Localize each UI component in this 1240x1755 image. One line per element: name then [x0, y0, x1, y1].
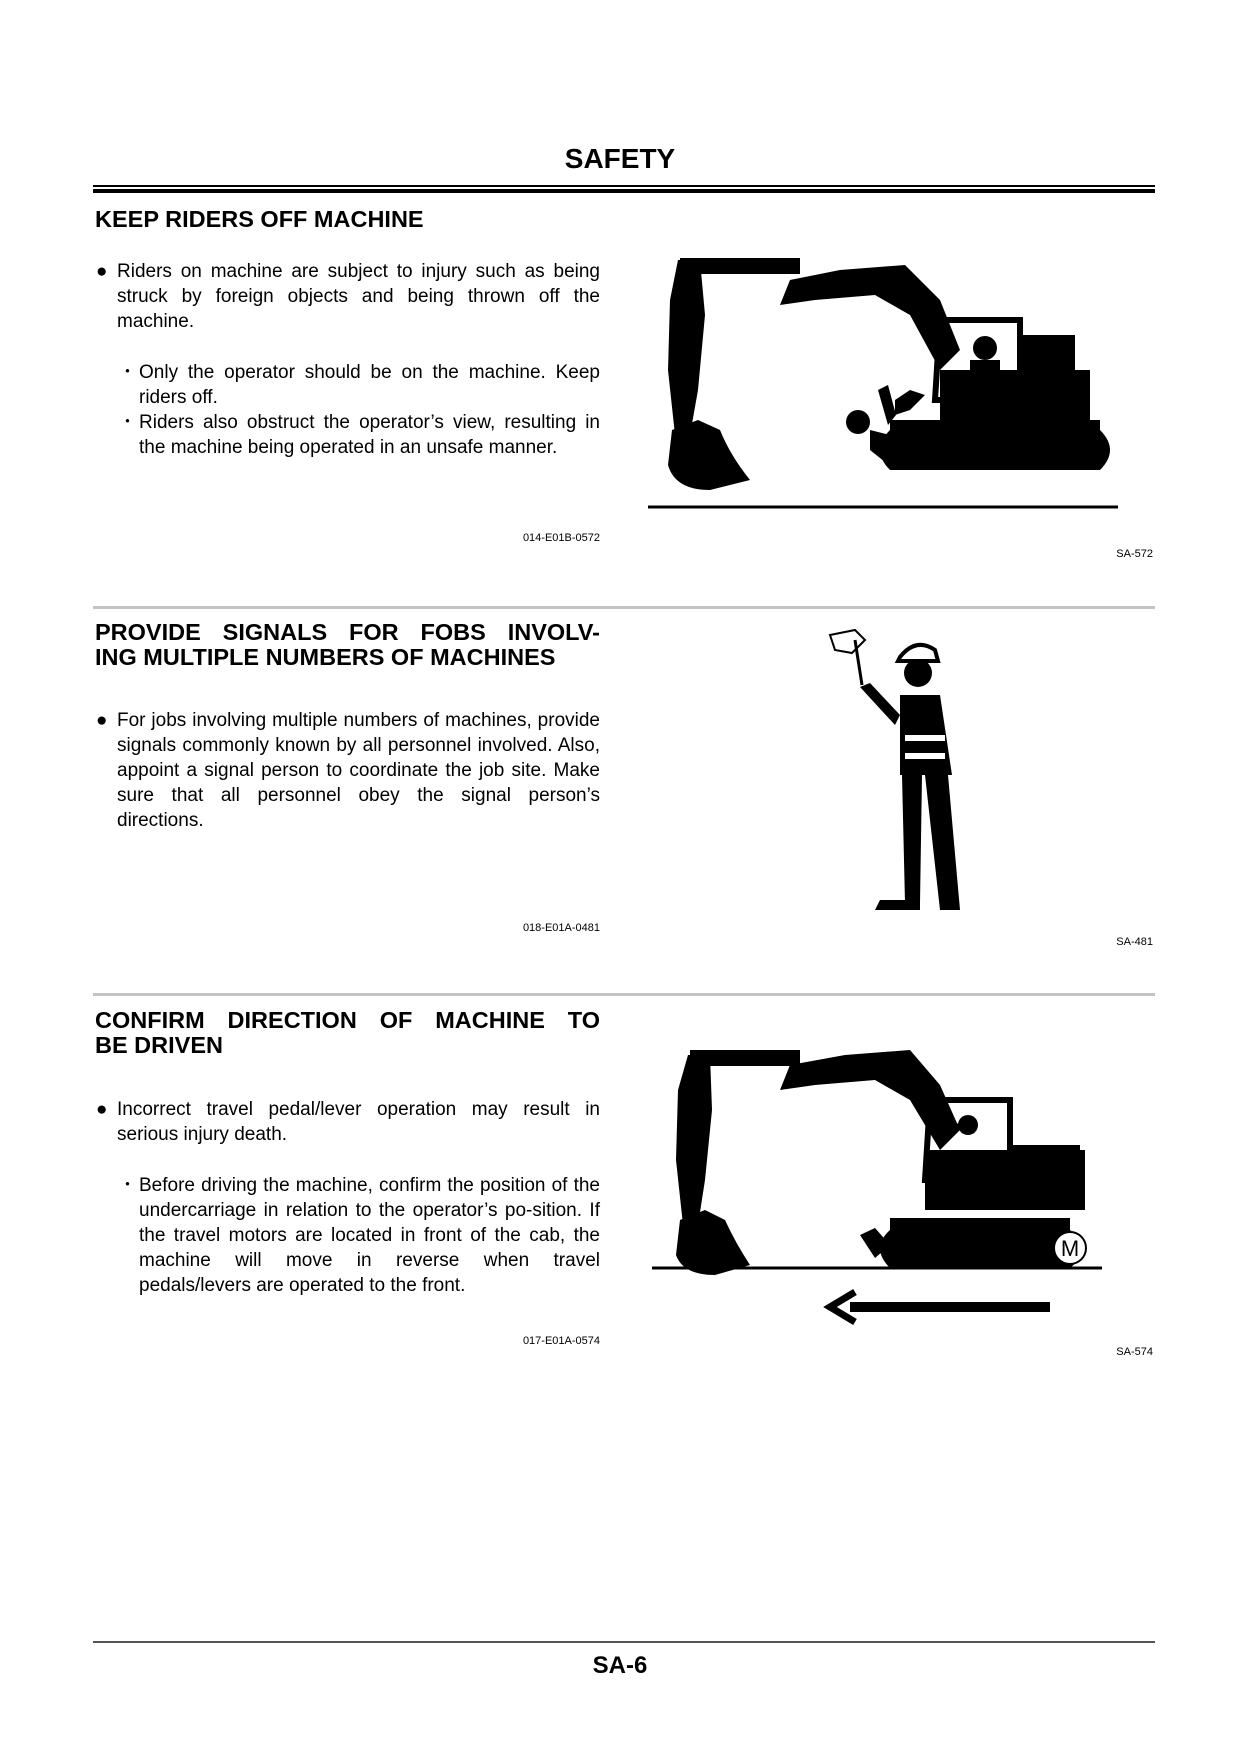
bullet-text: Riders on machine are subject to injury such as being struck by foreign objects and being thrown off the machine.	[117, 261, 600, 332]
bullet-dot: ●	[96, 261, 108, 282]
header-rule-thick	[93, 189, 1155, 193]
sub-marker: ・	[118, 1175, 138, 1196]
section-heading-signals	[95, 620, 600, 670]
heading-line-2: ING MULTIPLE NUMBERS OF MACHINES	[95, 644, 556, 670]
signal-person-illustration	[820, 625, 970, 915]
figure-code: SA-574	[1116, 1346, 1153, 1358]
upper-structure	[940, 370, 1090, 425]
doc-code: 018-E01A-0481	[522, 922, 600, 934]
left-leg	[902, 775, 922, 903]
track-frame	[890, 1218, 1070, 1232]
right-leg	[925, 775, 960, 910]
signal-flag	[830, 630, 865, 653]
section-heading-riders: KEEP RIDERS OFF MACHINE	[95, 206, 424, 232]
sub-marker: ・	[118, 412, 138, 433]
arm	[676, 1055, 712, 1225]
heading-line-1: PROVIDE SIGNALS FOR FOBS INVOLV-	[95, 619, 600, 645]
doc-code: 017-E01A-0574	[522, 1335, 600, 1347]
crawler-track	[880, 1230, 1083, 1268]
arm	[668, 260, 705, 435]
bullet-text: Incorrect travel pedal/lever operation may result in serious injury death.	[117, 1099, 600, 1145]
heading-line-1: CONFIRM DIRECTION OF MACHINE TO	[95, 1007, 600, 1033]
boom	[780, 265, 960, 370]
sub-item-obstruct-view	[118, 410, 600, 460]
sub-marker: ・	[118, 362, 138, 383]
bullet-riders-injury	[96, 259, 600, 334]
excavator-rider-illustration	[640, 240, 1120, 515]
counterweight	[1010, 1145, 1080, 1195]
rider-arm	[895, 390, 925, 415]
raised-arm	[860, 683, 900, 725]
sub-text: Only the operator should be on the machine. Keep riders off.	[139, 362, 600, 408]
crawler-track	[880, 430, 1110, 470]
bullet-signals	[96, 708, 600, 833]
bullet-dot: ●	[96, 710, 108, 731]
page-title: SAFETY	[564, 143, 676, 174]
excavator-direction-illustration	[650, 1030, 1120, 1335]
arm-cylinder	[690, 1050, 800, 1066]
bullet-dot: ●	[96, 1099, 108, 1120]
figure-code: SA-481	[1116, 936, 1153, 948]
figure-code: SA-572	[1116, 548, 1153, 560]
bullet-travel-pedal	[96, 1097, 600, 1147]
counterweight	[1020, 335, 1075, 375]
heading-line-2: BE DRIVEN	[95, 1032, 223, 1058]
vest-stripe	[905, 735, 945, 741]
head	[904, 659, 932, 687]
helmet	[898, 645, 938, 661]
bullet-text: For jobs involving multiple numbers of machines, provide signals commonly known by all personnel involved. Also, appoint a signal person to coordinate the job site. Make sure that all personnel obey the signal person’s directions.	[117, 710, 600, 831]
sub-text: Riders also obstruct the operator’s view, resulting in the machine being operated in an unsafe manner.	[139, 412, 600, 458]
section-separator	[93, 606, 1155, 609]
header-rule-thin	[93, 185, 1155, 187]
left-boot	[875, 900, 920, 910]
motor-label: M	[1060, 1236, 1080, 1261]
arm-cylinder	[680, 258, 800, 274]
sub-item-operator-only	[118, 360, 600, 410]
operator-head	[958, 1115, 978, 1135]
sub-item-confirm-undercarriage	[118, 1173, 600, 1298]
rider-arm-raised	[878, 385, 896, 425]
doc-code: 014-E01B-0572	[522, 532, 600, 544]
sub-text: Before driving the machine, confirm the position of the undercarriage in relation to the operator’s po-sition. If the travel motors are located in front of the cab, the machine will move in reverse when travel pedals/levers are operated to the front.	[139, 1175, 600, 1296]
page-number: SA-6	[592, 1652, 648, 1679]
track-frame	[890, 420, 1100, 432]
rider-head	[846, 410, 870, 434]
bucket	[676, 1210, 750, 1275]
section-separator	[93, 993, 1155, 996]
section-heading-direction	[95, 1008, 600, 1058]
operator-head	[973, 336, 997, 360]
footer-rule	[93, 1641, 1155, 1643]
vest-stripe	[905, 753, 945, 759]
bucket	[668, 420, 750, 490]
